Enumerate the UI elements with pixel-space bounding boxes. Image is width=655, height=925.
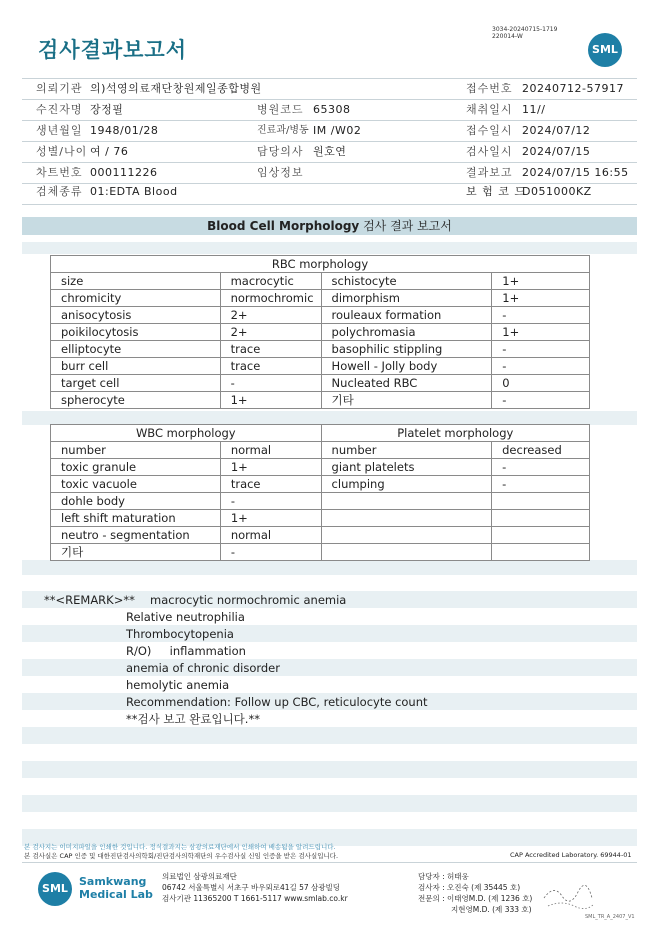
table-header: Platelet morphology bbox=[321, 425, 589, 442]
band bbox=[22, 242, 637, 254]
table-header: WBC morphology bbox=[51, 425, 322, 442]
remark-label: **<REMARK>** bbox=[44, 593, 135, 607]
brand-name: Samkwang Medical Lab bbox=[79, 875, 153, 901]
band bbox=[22, 727, 637, 744]
remark-line: R/O) inflammation bbox=[126, 644, 246, 658]
band bbox=[22, 795, 637, 812]
remark-line: macrocytic normochromic anemia bbox=[150, 593, 347, 607]
remark-line: hemolytic anemia bbox=[126, 678, 230, 692]
band bbox=[22, 560, 637, 575]
sml-logo-icon: SML bbox=[588, 33, 622, 67]
remark-line: Thrombocytopenia bbox=[126, 627, 234, 641]
divider bbox=[22, 204, 637, 205]
divider bbox=[22, 862, 637, 863]
band bbox=[22, 411, 637, 425]
table-row: target cell - Nucleated RBC 0 bbox=[51, 375, 590, 392]
table-row: spherocyte 1+ 기타 - bbox=[51, 392, 590, 409]
report-title: Blood Cell Morphology 검사 결과 보고서 bbox=[22, 217, 637, 235]
table-row: size macrocytic schistocyte 1+ bbox=[51, 273, 590, 290]
cap-accreditation: CAP Accredited Laboratory. 69944-01 bbox=[510, 851, 632, 859]
footer-note: 본 검사실은 CAP 인증 및 대한진단검사의학회/진단검사의학재단의 우수검사실 신임 인증을 받은 검사실입니다. bbox=[24, 852, 339, 860]
table-row: dohle body - bbox=[51, 493, 590, 510]
staff-info: 담당자 : 허태웅 검사자 : 오진숙 (제 35445 호) 전문의 : 이태영M.D. (제 1236 호) 지현영M.D. (제 333 호) bbox=[418, 872, 533, 914]
table-row: number normal number decreased bbox=[51, 442, 590, 459]
sml-logo-icon: SML bbox=[38, 872, 72, 906]
remark-line: Recommendation: Follow up CBC, reticulocyte count bbox=[126, 695, 428, 709]
table-row: anisocytosis 2+ rouleaux formation - bbox=[51, 307, 590, 324]
table-row: burr cell trace Howell - Jolly body - bbox=[51, 358, 590, 375]
version-code: SML_TR_A_2407_V1 bbox=[585, 914, 635, 920]
remark-line: anemia of chronic disorder bbox=[126, 661, 280, 675]
rbc-morphology-table bbox=[50, 255, 590, 409]
document-number: 3034-20240715-1719 220014-W bbox=[492, 26, 558, 40]
wbc-platelet-morphology-table bbox=[50, 424, 590, 561]
table-row: toxic vacuole trace clumping - bbox=[51, 476, 590, 493]
table-row: 기타 - bbox=[51, 544, 590, 561]
table-row: elliptocyte trace basophilic stippling - bbox=[51, 341, 590, 358]
band bbox=[22, 625, 637, 642]
table-header: RBC morphology bbox=[51, 256, 590, 273]
table-row: poikilocytosis 2+ polychromasia 1+ bbox=[51, 324, 590, 341]
band bbox=[22, 761, 637, 778]
table-row: chromicity normochromic dimorphism 1+ bbox=[51, 290, 590, 307]
signature-icon bbox=[540, 878, 600, 910]
remark-line: Relative neutrophilia bbox=[126, 610, 245, 624]
lab-info: 의료법인 삼광의료재단 06742 서울특별시 서초구 바우뫼로41길 57 삼광빌딩 검사기관 11365200 T 1661-5117 www.smlab.co.kr bbox=[162, 872, 348, 903]
table-row: left shift maturation 1+ bbox=[51, 510, 590, 527]
band bbox=[22, 659, 637, 676]
table-row: toxic granule 1+ giant platelets - bbox=[51, 459, 590, 476]
remark-line: **검사 보고 완료입니다.** bbox=[126, 712, 260, 726]
page-title: 검사결과보고서 bbox=[38, 38, 188, 62]
footer-note: 본 검사지는 이미지파일을 인쇄한 것입니다. 정식결과지는 삼광의료재단에서 인쇄하여 배송됨을 알려드립니다. bbox=[24, 843, 336, 851]
table-row: neutro - segmentation normal bbox=[51, 527, 590, 544]
